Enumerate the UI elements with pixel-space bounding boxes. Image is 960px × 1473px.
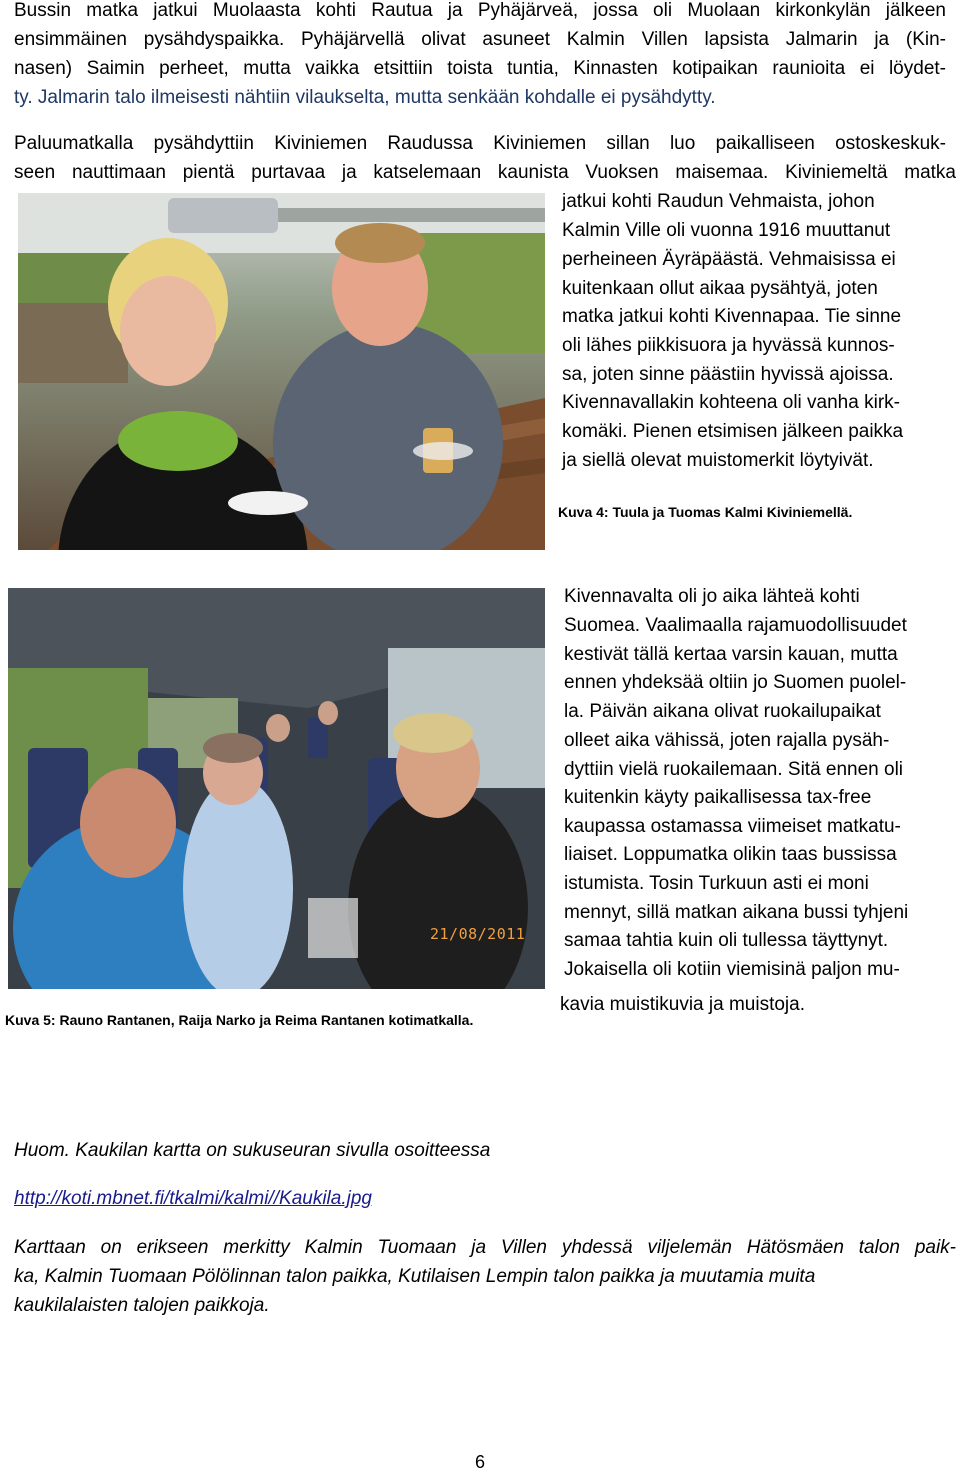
text-line: kaukilalaisten talojen paikkoja. <box>14 1295 270 1316</box>
photo-tuula-tuomas <box>18 193 545 550</box>
photo-caption: Kuva 4: Tuula ja Tuomas Kalmi Kiviniemellä. <box>558 504 853 520</box>
text-line: kuitenkin käyty paikallisessa tax-free <box>564 787 872 808</box>
text-line: nasen) Saimin perheet, mutta vaikka etsittiin toista tuntia, Kinnasten kotipaikan raunioita ei löydet- <box>14 58 946 79</box>
text-line: la. Päivän aikana olivat ruokailupaikat <box>564 701 881 722</box>
date-stamp: 21/08/2011 <box>430 925 526 943</box>
text-line: sa, joten sinne päästiin hyvissä ajoissa. <box>562 364 894 385</box>
text-line: ensimmäinen pysähdyspaikka. Pyhäjärvellä olivat asuneet Kalmin Villen lapsista Jalmarin ja (Kin- <box>14 29 946 50</box>
text-line: perheineen Äyräpäästä. Vehmaisissa ei <box>562 249 896 270</box>
text-line: jatkui kohti Raudun Vehmaista, johon <box>562 191 875 212</box>
text-line: Kivennavallakin kohteena oli vanha kirk- <box>562 392 900 413</box>
text-line: Paluumatkalla pysähdyttiin Kiviniemen Raudussa Kiviniemen sillan luo paikalliseen ostoskeskuk- <box>14 133 946 154</box>
text-line: kavia muistikuvia ja muistoja. <box>560 994 805 1015</box>
text-line: matka jatkui kohti Kivennapaa. Tie sinne <box>562 306 902 327</box>
text-line: oli lähes piikkisuora ja hyvässä kunnos- <box>562 335 895 356</box>
text-line: ka, Kalmin Tuomaan Pölölinnan talon paikka, Kutilaisen Lempin talon paikka ja muutamia muita <box>14 1266 816 1287</box>
note-heading: Huom. Kaukilan kartta on sukuseuran sivulla osoitteessa <box>14 1140 491 1161</box>
text-line: ja siellä olevat muistomerkit löytyivät. <box>562 450 874 471</box>
text-line: dyttiin vielä ruokailemaan. Sitä ennen oli <box>564 759 904 780</box>
text-line: kaupassa ostamassa viimeiset matkatu- <box>564 816 901 837</box>
photo-bus-passengers <box>8 588 545 989</box>
map-link[interactable]: http://koti.mbnet.fi/tkalmi/kalmi//Kaukila.jpg <box>14 1188 372 1209</box>
text-line: ty. Jalmarin talo ilmeisesti nähtiin vilaukselta, mutta senkään kohdalle ei pysähdytty. <box>14 87 716 108</box>
text-line: Bussin matka jatkui Muolaasta kohti Rautua ja Pyhäjärveä, jossa oli Muolaan kirkonkylän jälkeen <box>14 0 946 21</box>
text-line: Suomea. Vaalimaalla rajamuodollisuudet <box>564 615 907 636</box>
text-line: Karttaan on erikseen merkitty Kalmin Tuomaan ja Villen yhdessä viljelemän Hätösmäen talon paik- <box>14 1237 956 1258</box>
photo-caption: Kuva 5: Rauno Rantanen, Raija Narko ja Reima Rantanen kotimatkalla. <box>5 1012 474 1028</box>
text-line: Jokaisella oli kotiin viemisinä paljon mu- <box>564 959 900 980</box>
text-line: kestivät tällä kertaa varsin kauan, mutta <box>564 644 898 665</box>
text-line: Kalmin Ville oli vuonna 1916 muuttanut <box>562 220 891 241</box>
page-number: 6 <box>474 1452 485 1472</box>
text-line: seen nauttimaan pientä purtavaa ja katselemaan kaunista Vuoksen maisemaa. Kiviniemeltä matka <box>14 162 956 183</box>
text-line: Kivennavalta oli jo aika lähteä kohti <box>564 586 860 607</box>
text-line: liaiset. Loppumatka olikin taas bussissa <box>564 844 897 865</box>
text-line: komäki. Pienen etsimisen jälkeen paikka <box>562 421 904 442</box>
text-line: samaa tahtia kuin oli tullessa täyttynyt. <box>564 930 889 951</box>
text-line: ennen yhdeksää oltiin jo Suomen puolel- <box>564 672 907 693</box>
text-line: olleet aika vähissä, joten rajalla pysäh- <box>564 730 890 751</box>
text-line: kuitenkaan ollut aikaa pysähtyä, joten <box>562 278 878 299</box>
text-line: istumista. Tosin Turkuun asti ei moni <box>564 873 869 894</box>
text-line: mennyt, sillä matkan aikana bussi tyhjeni <box>564 902 909 923</box>
